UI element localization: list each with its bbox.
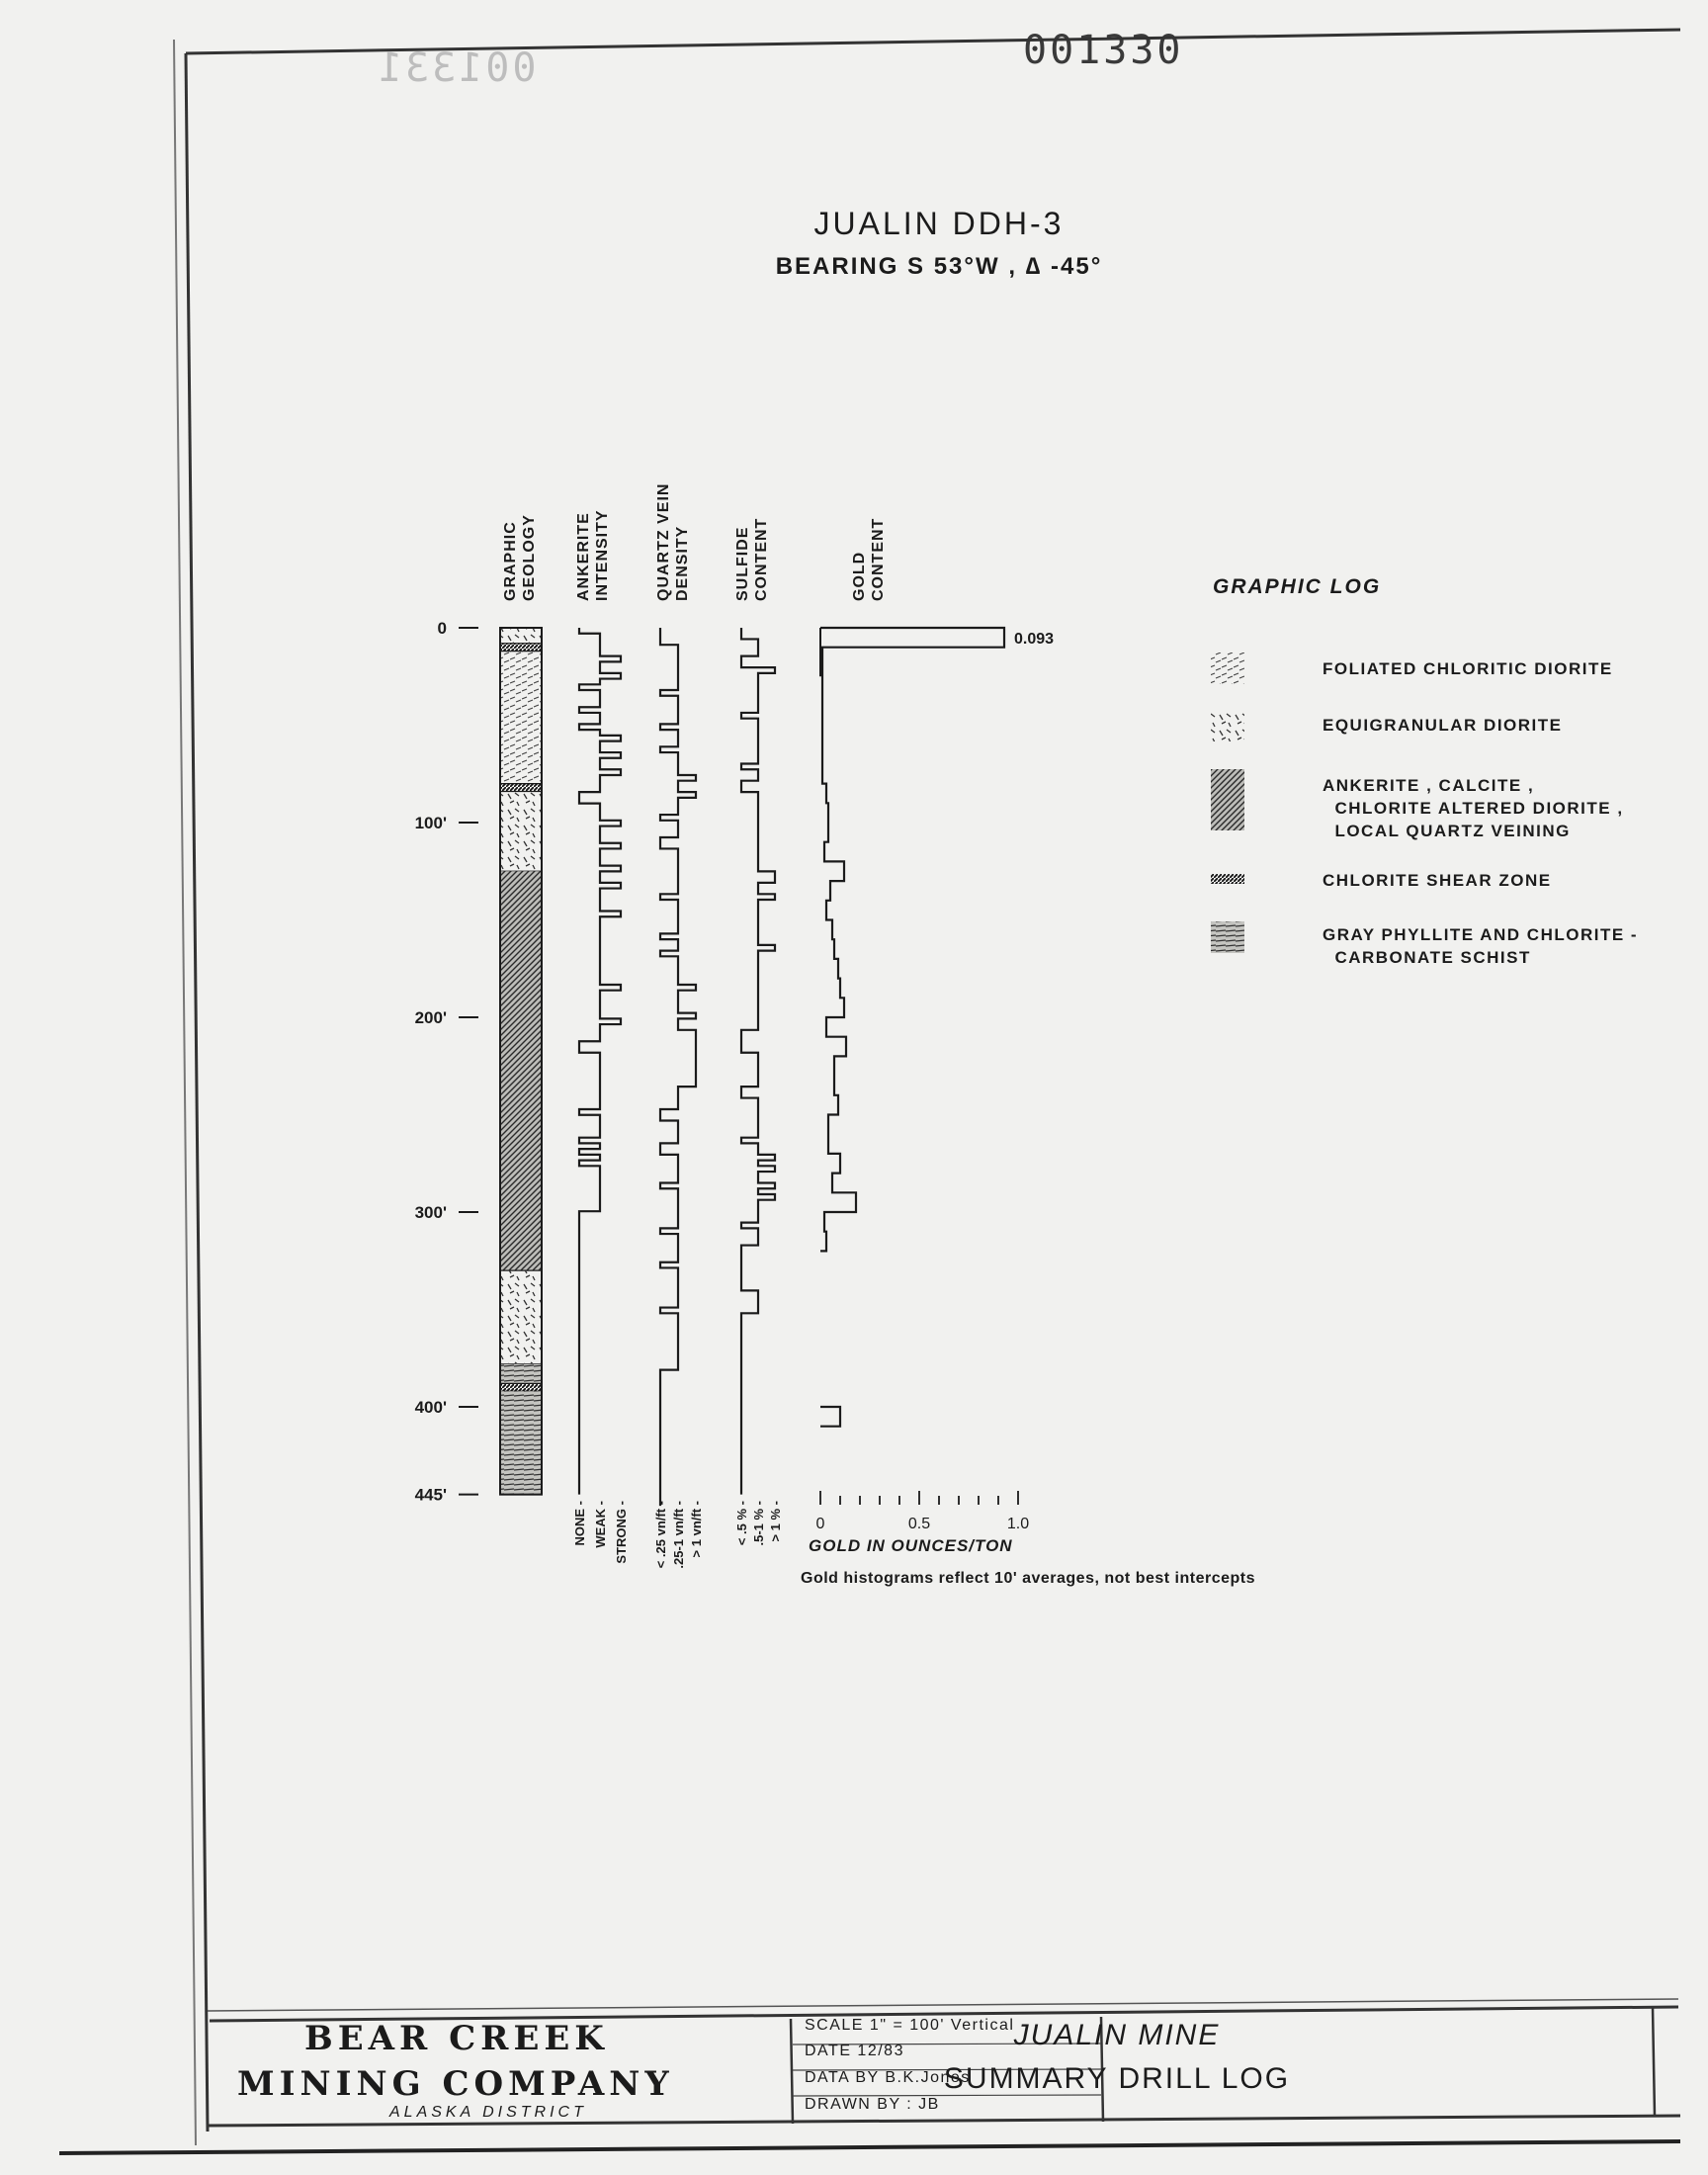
gold-axis-tick-label: 0	[815, 1516, 825, 1532]
column-header-geology	[502, 514, 538, 601]
column-header-line: GEOLOGY	[521, 514, 538, 601]
geology-interval-shear	[500, 1383, 542, 1391]
column-header-line: CONTENT	[753, 517, 770, 601]
legend-label-shear: CHLORITE SHEAR ZONE	[1323, 871, 1552, 890]
bearing-subtitle: BEARING S 53°W , ∆ -45°	[775, 253, 1103, 280]
column-header-quartz	[655, 483, 691, 601]
gold-peak-annotation: 0.093	[1014, 630, 1055, 648]
legend-label-foliated: FOLIATED CHLORITIC DIORITE	[1323, 659, 1613, 678]
legend-swatch-shear	[1211, 874, 1244, 884]
geology-interval-equigranular	[500, 791, 542, 871]
date-field: DATE 12/83	[805, 2043, 904, 2059]
legend-label-phyllite: GRAY PHYLLITE AND CHLORITE - CARBONATE SCHIST	[1323, 925, 1639, 967]
column-header-sulfide	[734, 518, 770, 601]
depth-tick-label: 400'	[414, 1398, 447, 1417]
legend-swatch-equigranular	[1211, 712, 1244, 741]
geology-interval-phyllite	[500, 1364, 542, 1384]
scale-label-sulfide: > 1 % -	[768, 1501, 783, 1542]
mirrored-document-number-stamp: 001331	[376, 45, 537, 91]
geology-interval-foliated	[500, 652, 542, 784]
geology-interval-altered	[500, 871, 542, 1270]
column-header-line: SULFIDE	[734, 526, 751, 601]
district-label: ALASKA DISTRICT	[389, 2104, 587, 2121]
column-header-line: DENSITY	[674, 525, 691, 601]
scale-label-sulfide: .5-1 % -	[751, 1501, 766, 1546]
scale-label-quartz: < .25 vn/ft -	[653, 1501, 668, 1569]
legend-swatch-foliated	[1211, 652, 1244, 684]
gold-axis-tick-label: 0.5	[907, 1516, 931, 1532]
column-header-line: ANKERITE	[575, 512, 592, 601]
column-header-ankerite	[575, 509, 611, 601]
depth-tick-label: 200'	[414, 1008, 447, 1027]
drawn-by-field: DRAWN BY : JB	[805, 2096, 940, 2113]
sulfide-content-profile	[741, 628, 775, 1495]
drill-hole-title: JUALIN DDH-3	[813, 206, 1065, 241]
legend-swatch-phyllite	[1211, 921, 1244, 953]
scan-bottom-edge	[59, 2141, 1680, 2153]
legend-label-equigranular: EQUIGRANULAR DIORITE	[1323, 716, 1563, 735]
drawing-frame	[59, 30, 1680, 2153]
column-header-line: GOLD	[851, 551, 868, 601]
scale-field: SCALE 1" = 100' Vertical	[805, 2017, 1015, 2034]
scale-label-ankerite: STRONG -	[614, 1501, 629, 1564]
legend-swatch-altered	[1211, 769, 1244, 830]
data-by-field: DATA BY B.K.Jones	[805, 2069, 971, 2086]
scale-label-quartz: > 1 vn/ft -	[689, 1501, 704, 1558]
scale-label-quartz: .25-1 vn/ft -	[671, 1501, 686, 1569]
column-header-gold	[851, 518, 887, 601]
column-header-line: INTENSITY	[594, 509, 611, 601]
title-block-divider-1	[791, 2019, 793, 2124]
gold-histogram-note: Gold histograms reflect 10' averages, not best intercepts	[801, 1570, 1255, 1587]
column-header-line: GRAPHIC	[502, 521, 519, 601]
depth-tick-label: 300'	[414, 1203, 447, 1222]
title-block-divider-3	[1653, 2007, 1655, 2116]
gold-content-histogram	[820, 628, 1004, 1427]
drawing-title: SUMMARY DRILL LOG	[943, 2062, 1291, 2095]
legend-label-altered: ANKERITE , CALCITE , CHLORITE ALTERED DIORITE , LOCAL QUARTZ VEINING	[1323, 776, 1624, 840]
geology-interval-shear	[500, 784, 542, 792]
gold-axis-tick-label: 1.0	[1006, 1516, 1030, 1532]
geology-interval-shear	[500, 644, 542, 652]
geology-interval-equigranular	[500, 1270, 542, 1364]
geology-interval-equigranular	[500, 628, 542, 644]
company-name-line1: BEAR CREEK	[304, 2019, 609, 2058]
frame-left-border	[186, 53, 208, 2132]
depth-tick-label: 0	[437, 619, 447, 638]
geology-interval-phyllite	[500, 1391, 542, 1494]
frame-left-outer-border	[174, 40, 196, 2145]
depth-tick-label: 445'	[414, 1485, 447, 1505]
column-header-line: QUARTZ VEIN	[655, 482, 672, 601]
column-header-line: CONTENT	[870, 517, 887, 601]
scale-label-ankerite: WEAK -	[593, 1501, 608, 1548]
depth-tick-label: 100'	[414, 814, 447, 832]
quartz-vein-density-profile	[660, 628, 696, 1506]
legend-title: GRAPHIC LOG	[1213, 575, 1382, 598]
frame-top-border	[186, 30, 1680, 53]
scale-label-ankerite: NONE -	[572, 1501, 587, 1546]
ankerite-intensity-profile	[579, 628, 621, 1495]
mine-name: JUALIN MINE	[1013, 2019, 1221, 2051]
company-name-line2: MINING COMPANY	[237, 2064, 674, 2104]
gold-axis-caption: GOLD IN OUNCES/TON	[809, 1536, 1013, 1555]
document-number-stamp: 001330	[1023, 28, 1184, 73]
scale-label-sulfide: < .5 % -	[734, 1501, 749, 1546]
